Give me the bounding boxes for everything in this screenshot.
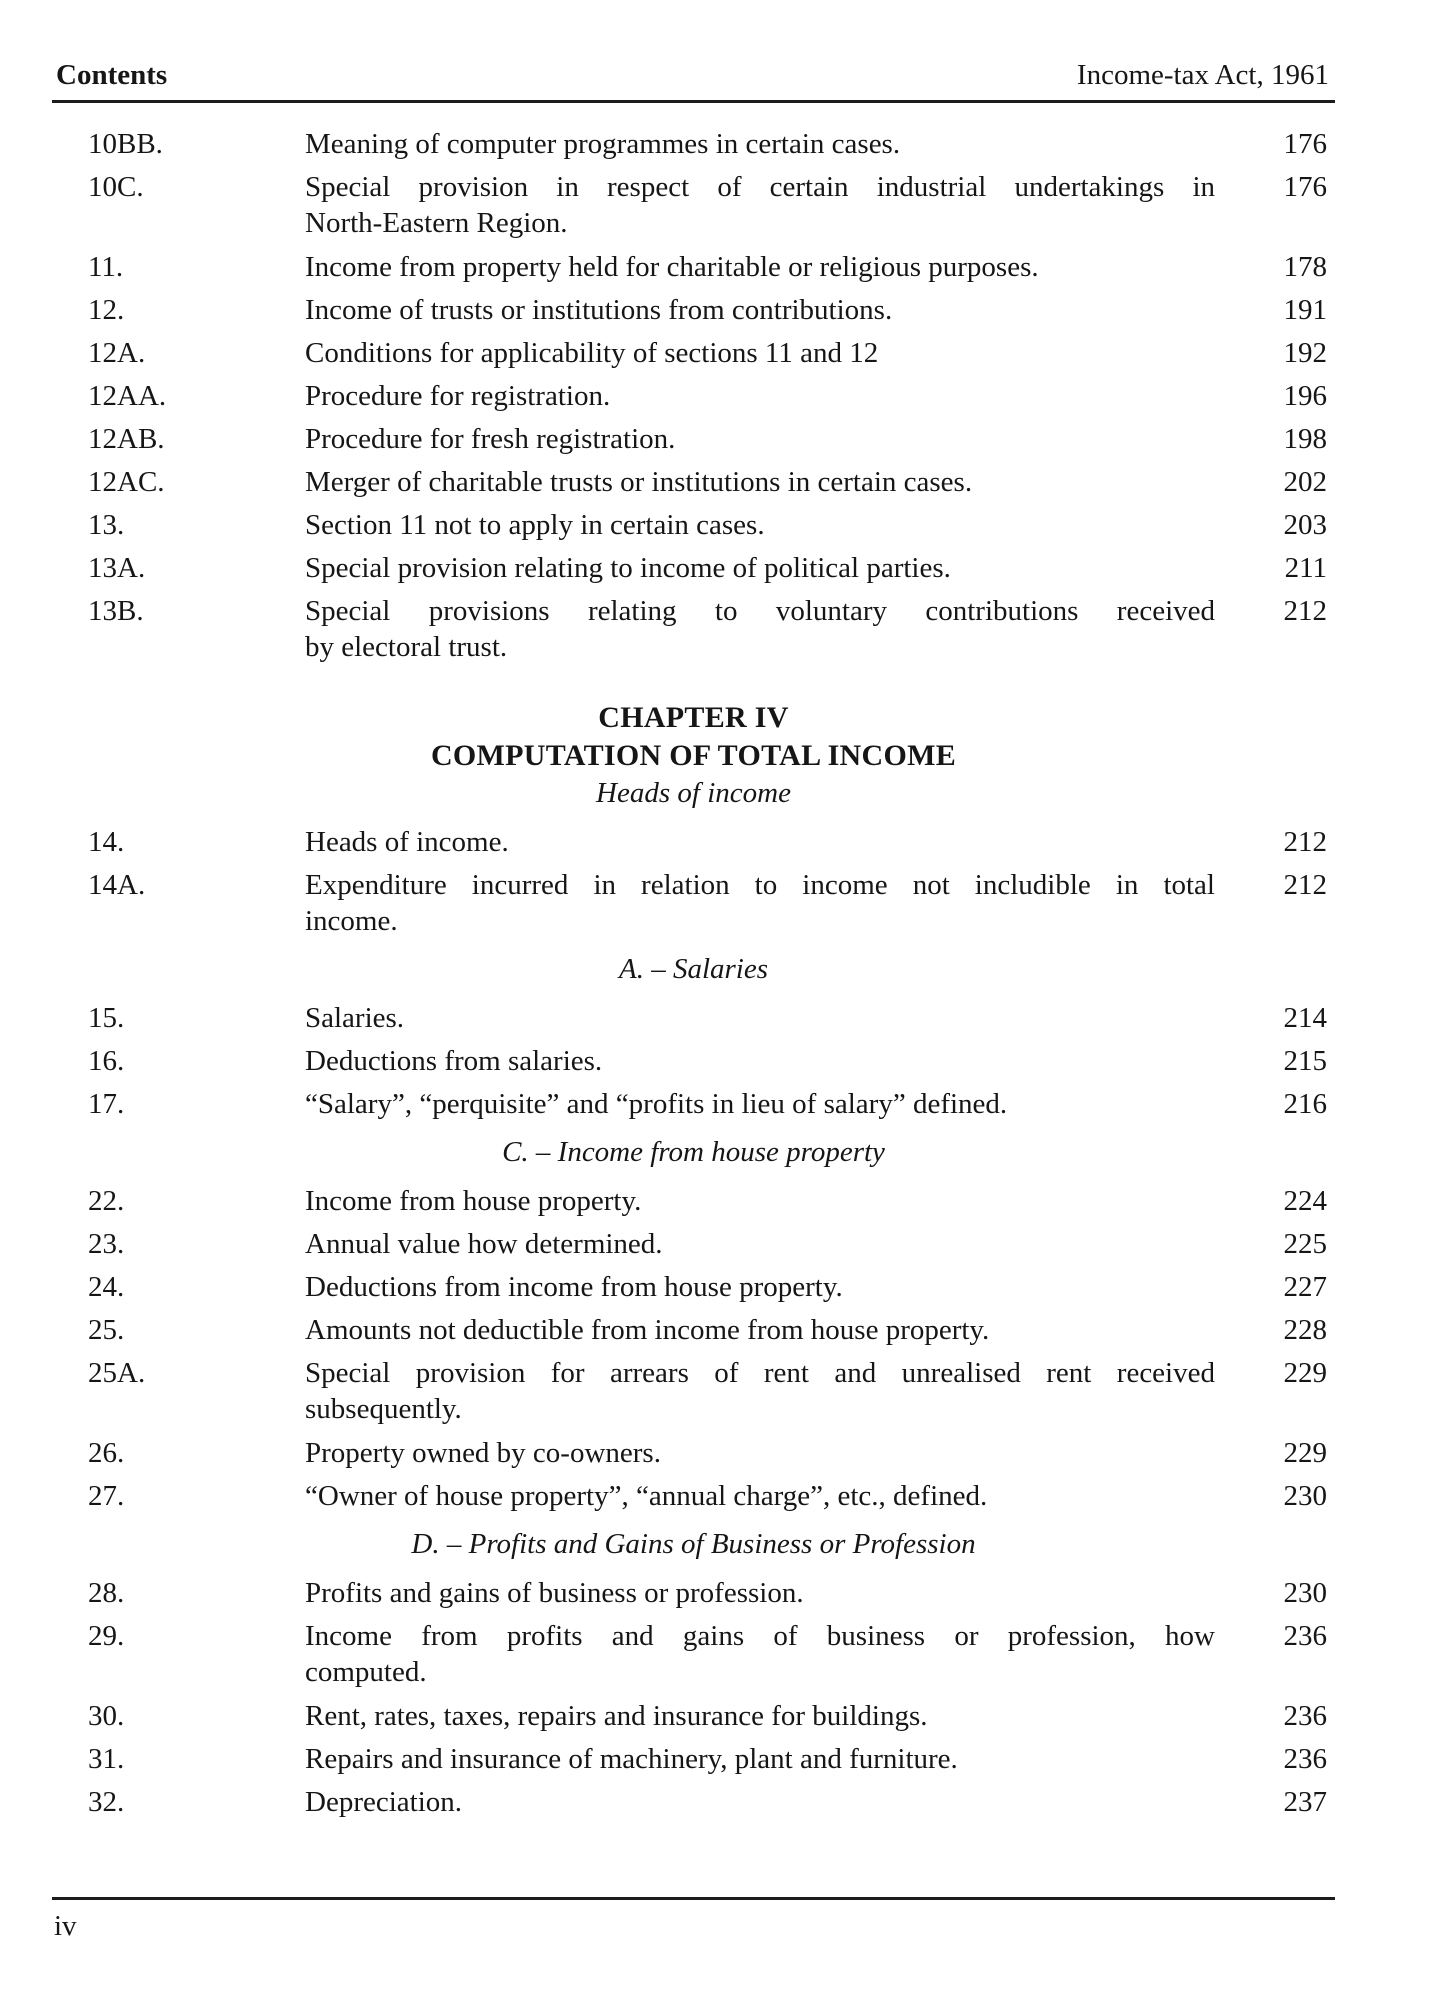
toc-entry-title-line: Special provision relating to income of political parties.	[305, 552, 951, 584]
toc-entry-page: 214	[1283, 1002, 1327, 1034]
toc-entry	[52, 1086, 1335, 1122]
toc-entry-page: 211	[1284, 552, 1327, 584]
chapter-heading-line: CHAPTER IV	[598, 701, 789, 734]
toc-entry	[52, 1698, 1335, 1734]
toc-entry-title-line: computed.	[305, 1656, 427, 1688]
toc-entry-number: 26.	[88, 1437, 125, 1469]
page-header	[52, 0, 1335, 93]
toc-entry-title	[305, 1269, 1215, 1305]
section-subheading: C. – Income from house property	[502, 1136, 885, 1168]
toc-entry-title-line: Heads of income.	[305, 826, 509, 858]
toc-entry	[52, 378, 1335, 414]
toc-entry-number: 22.	[88, 1185, 125, 1217]
toc-entry-title-line: Conditions for applicability of sections 11 and 12	[305, 337, 879, 369]
toc-entry-page: 176	[1283, 128, 1327, 160]
toc-entry-title-line: Special provisions relating to voluntary contributions received	[305, 595, 1215, 627]
toc-entry-title	[305, 867, 1215, 939]
toc-entry	[52, 1478, 1335, 1514]
toc-entry-title	[305, 464, 1215, 500]
toc-entry-page: 192	[1283, 337, 1327, 369]
toc-entry-number: 23.	[88, 1228, 125, 1260]
toc-entry-number: 10BB.	[88, 128, 163, 160]
toc-entry-title	[305, 593, 1215, 665]
toc-entry	[52, 1575, 1335, 1611]
toc-entry-title-line: Meaning of computer programmes in certain cases.	[305, 128, 901, 160]
section-subheading: D. – Profits and Gains of Business or Profession	[411, 1528, 976, 1560]
chapter-heading-line: COMPUTATION OF TOTAL INCOME	[430, 739, 957, 772]
toc-entry-page: 236	[1283, 1743, 1327, 1775]
toc-entry	[52, 292, 1335, 328]
toc-entry	[52, 1000, 1335, 1036]
toc-entry-page: 212	[1283, 826, 1327, 858]
toc-entry-title-line: “Owner of house property”, “annual charge”, etc., defined.	[305, 1480, 988, 1512]
toc-entry-number: 12AB.	[88, 423, 165, 455]
toc-entry-page: 215	[1283, 1045, 1327, 1077]
toc-entry-number: 25.	[88, 1314, 125, 1346]
toc-entry-title	[305, 292, 1215, 328]
toc-entry-title-line: by electoral trust.	[305, 631, 508, 663]
toc-entry-title	[305, 421, 1215, 457]
header-title: Contents	[56, 59, 168, 91]
toc-entry	[52, 1784, 1335, 1820]
toc-entry-page: 225	[1283, 1228, 1327, 1260]
toc-entry-title-line: Amounts not deductible from income from house property.	[305, 1314, 990, 1346]
toc-entry-number: 14A.	[88, 869, 146, 901]
toc-entry-number: 14.	[88, 826, 125, 858]
toc-entry-page: 229	[1283, 1437, 1327, 1469]
toc-entry	[52, 249, 1335, 285]
toc-entry-page: 191	[1283, 294, 1327, 326]
toc-entry-title-line: Profits and gains of business or profession.	[305, 1577, 804, 1609]
toc-entry-title	[305, 507, 1215, 543]
toc-entry-title	[305, 169, 1215, 241]
toc-entry	[52, 464, 1335, 500]
toc-entry	[52, 593, 1335, 665]
toc-entry-title	[305, 1575, 1215, 1611]
toc-entry-number: 31.	[88, 1743, 125, 1775]
toc-entry	[52, 507, 1335, 543]
toc-entry-title	[305, 1086, 1215, 1122]
toc-entry-title-line: Procedure for registration.	[305, 380, 611, 412]
toc-entry	[52, 550, 1335, 586]
toc-entry-title	[305, 1183, 1215, 1219]
toc-entry-number: 30.	[88, 1700, 125, 1732]
toc-entry-title	[305, 550, 1215, 586]
toc-entry-number: 25A.	[88, 1357, 146, 1389]
toc-entry-title-line: North-Eastern Region.	[305, 207, 568, 239]
toc-entry-title	[305, 1000, 1215, 1036]
toc-entry	[52, 169, 1335, 241]
toc-entry-page: 230	[1283, 1577, 1327, 1609]
toc-entry-title	[305, 1741, 1215, 1777]
toc-entry-page: 229	[1283, 1357, 1327, 1389]
toc-entry-title-line: Deductions from salaries.	[305, 1045, 603, 1077]
page-footer	[52, 1897, 1335, 1944]
toc-entry	[52, 1312, 1335, 1348]
toc-entry-title-line: Income from property held for charitable or religious purposes.	[305, 251, 1039, 283]
footer-page-label: iv	[54, 1910, 77, 1942]
toc-entry-title-line: “Salary”, “perquisite” and “profits in lieu of salary” defined.	[305, 1088, 1008, 1120]
toc-entry-number: 27.	[88, 1480, 125, 1512]
toc-entry-title	[305, 1355, 1215, 1427]
toc-entry	[52, 1618, 1335, 1690]
toc-entry-title	[305, 1043, 1215, 1079]
toc-entry-page: 176	[1283, 171, 1327, 203]
toc-entry-page: 212	[1283, 869, 1327, 901]
toc-entry-title-line: Depreciation.	[305, 1786, 463, 1818]
toc-entry-page: 212	[1283, 595, 1327, 627]
toc-entry-page: 196	[1283, 380, 1327, 412]
toc-entry-number: 13B.	[88, 595, 144, 627]
toc-entry-number: 12AC.	[88, 466, 165, 498]
toc-entry-page: 227	[1283, 1271, 1327, 1303]
section-subheading: Heads of income	[596, 777, 791, 809]
toc-entry-title	[305, 1435, 1215, 1471]
toc-entry-title-line: Special provision for arrears of rent and unrealised rent received	[305, 1357, 1215, 1389]
toc-entry-number: 16.	[88, 1045, 125, 1077]
toc-entry-title	[305, 824, 1215, 860]
toc-entry	[52, 1183, 1335, 1219]
toc-entry-number: 28.	[88, 1577, 125, 1609]
toc-entry-page: 228	[1283, 1314, 1327, 1346]
header-act-title: Income-tax Act, 1961	[1076, 59, 1329, 91]
toc-entry-title	[305, 126, 1215, 162]
document-page	[52, 0, 1335, 1827]
toc-entry-number: 17.	[88, 1088, 125, 1120]
toc-list	[52, 103, 1335, 1820]
section-subheading: A. – Salaries	[618, 953, 769, 985]
toc-entry-number: 11.	[88, 251, 124, 283]
toc-entry	[52, 335, 1335, 371]
toc-entry-title	[305, 1312, 1215, 1348]
toc-entry-title-line: Deductions from income from house property.	[305, 1271, 843, 1303]
toc-entry-page: 236	[1283, 1620, 1327, 1652]
chapter-heading	[52, 699, 1335, 775]
toc-entry-page: 237	[1283, 1786, 1327, 1818]
toc-entry	[52, 1355, 1335, 1427]
toc-entry-title-line: Income of trusts or institutions from contributions.	[305, 294, 893, 326]
toc-entry-page: 202	[1283, 466, 1327, 498]
toc-entry-page: 236	[1283, 1700, 1327, 1732]
toc-entry-title-line: Annual value how determined.	[305, 1228, 663, 1260]
toc-entry-title-line: Procedure for fresh registration.	[305, 423, 676, 455]
toc-entry-number: 15.	[88, 1002, 125, 1034]
toc-entry	[52, 421, 1335, 457]
toc-entry-number: 13A.	[88, 552, 146, 584]
toc-entry	[52, 1435, 1335, 1471]
toc-entry-title-line: Income from profits and gains of business or profession, how	[305, 1620, 1215, 1652]
toc-entry-number: 12A.	[88, 337, 146, 369]
toc-entry	[52, 867, 1335, 939]
toc-entry-title-line: subsequently.	[305, 1393, 462, 1425]
toc-entry	[52, 1226, 1335, 1262]
toc-entry-title	[305, 1478, 1215, 1514]
toc-entry-page: 198	[1283, 423, 1327, 455]
toc-entry-number: 10C.	[88, 171, 144, 203]
toc-entry-title	[305, 249, 1215, 285]
toc-entry-page: 203	[1283, 509, 1327, 541]
toc-entry-number: 29.	[88, 1620, 125, 1652]
toc-entry-page: 216	[1283, 1088, 1327, 1120]
toc-entry-number: 12.	[88, 294, 125, 326]
toc-entry-title-line: Income from house property.	[305, 1185, 642, 1217]
toc-entry-page: 224	[1283, 1185, 1327, 1217]
toc-entry-title-line: Property owned by co-owners.	[305, 1437, 661, 1469]
toc-entry-number: 13.	[88, 509, 125, 541]
toc-entry	[52, 126, 1335, 162]
toc-entry-title	[305, 378, 1215, 414]
toc-entry	[52, 1269, 1335, 1305]
toc-entry	[52, 824, 1335, 860]
toc-entry-title-line: Expenditure incurred in relation to income not includible in total	[305, 869, 1215, 901]
toc-entry-title-line: Merger of charitable trusts or institutions in certain cases.	[305, 466, 973, 498]
toc-entry-title	[305, 335, 1215, 371]
toc-entry-title-line: Repairs and insurance of machinery, plant and furniture.	[305, 1743, 958, 1775]
toc-entry-page: 230	[1283, 1480, 1327, 1512]
toc-entry-title	[305, 1226, 1215, 1262]
toc-entry	[52, 1043, 1335, 1079]
toc-entry-title-line: income.	[305, 905, 398, 937]
toc-entry-title	[305, 1784, 1215, 1820]
toc-entry-title-line: Rent, rates, taxes, repairs and insurance for buildings.	[305, 1700, 928, 1732]
toc-entry-title-line: Section 11 not to apply in certain cases.	[305, 509, 765, 541]
toc-entry-title	[305, 1698, 1215, 1734]
toc-entry-page: 178	[1283, 251, 1327, 283]
toc-entry-number: 32.	[88, 1786, 125, 1818]
toc-entry-title-line: Special provision in respect of certain industrial undertakings in	[305, 171, 1215, 203]
toc-entry-title	[305, 1618, 1215, 1690]
toc-entry-number: 12AA.	[88, 380, 167, 412]
toc-entry-number: 24.	[88, 1271, 125, 1303]
toc-entry-title-line: Salaries.	[305, 1002, 405, 1034]
toc-entry	[52, 1741, 1335, 1777]
